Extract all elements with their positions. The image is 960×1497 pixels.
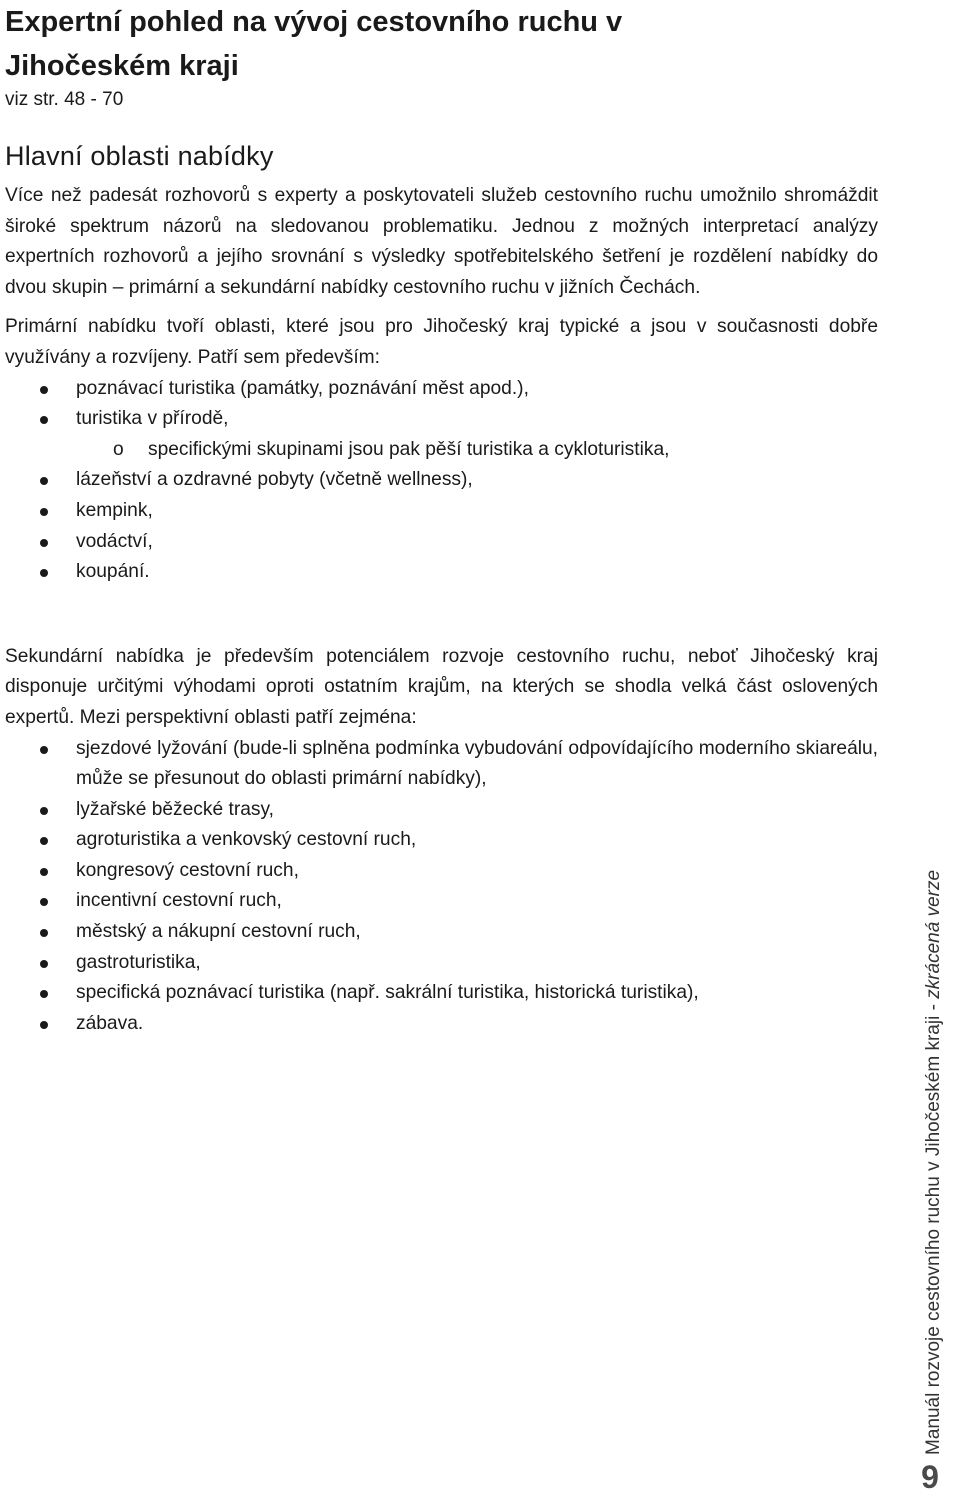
bullet-icon bbox=[40, 898, 48, 906]
document-title-line1: Expertní pohled na vývoj cestovního ruchu v bbox=[5, 6, 623, 38]
bullet-icon bbox=[40, 386, 48, 394]
list-item-text: lyžařské běžecké trasy, bbox=[76, 798, 274, 820]
list-item bbox=[5, 978, 878, 1009]
bullet-icon bbox=[40, 990, 48, 998]
bullet-icon bbox=[40, 477, 48, 485]
list-item bbox=[5, 527, 878, 558]
bullet-icon bbox=[40, 868, 48, 876]
list-item-text: gastroturistika, bbox=[76, 951, 201, 973]
list-item bbox=[5, 374, 878, 405]
list-item-text: agroturistika a venkovský cestovní ruch, bbox=[76, 829, 417, 851]
intro-paragraph: Více než padesát rozhovorů s experty a poskytovateli služeb cestovního ruchu umožnilo shromáždit široké spektrum názorů na sledovanou problematiku. Jednou z možných interpretací analýzy expertních rozhovorů a jejího srovnání s výsledky spotřebitelského šetření je rozdělení nabídky do dvou skupin – primární a sekundární nabídky cestovního ruchu v jižních Čechách. bbox=[5, 185, 878, 298]
primary-paragraph: Primární nabídku tvoří oblasti, které jsou pro Jihočeský kraj typické a jsou v současnosti dobře využívány a rozvíjeny. Patří sem především: bbox=[5, 316, 878, 368]
list-item bbox=[5, 856, 878, 887]
list-item bbox=[5, 825, 878, 856]
document-page bbox=[5, 0, 878, 1039]
bullet-icon bbox=[40, 539, 48, 547]
list-item bbox=[5, 557, 878, 588]
bullet-icon bbox=[40, 416, 48, 424]
list-item-text: lázeňství a ozdravné pobyty (včetně wellness), bbox=[76, 469, 473, 491]
page-reference: viz str. 48 - 70 bbox=[5, 89, 124, 110]
bullet-icon bbox=[40, 569, 48, 577]
sub-bullet-marker: o bbox=[113, 438, 124, 460]
bullet-icon bbox=[40, 746, 48, 754]
list-item-text: vodáctví, bbox=[76, 530, 153, 552]
list-item bbox=[5, 795, 878, 826]
secondary-list bbox=[5, 734, 878, 1040]
sub-list bbox=[76, 435, 878, 466]
bullet-icon bbox=[40, 929, 48, 937]
sub-list-item-text: specifickými skupinami jsou pak pěší turistika a cykloturistika, bbox=[148, 438, 670, 460]
secondary-paragraph: Sekundární nabídka je především potenciálem rozvoje cestovního ruchu, neboť Jihočeský kraj disponuje určitými výhodami oproti ostatním krajům, na kterých se shodla velká část oslovených expertů. Mezi perspektivní oblasti patří zejména: bbox=[5, 645, 878, 728]
list-item-text: turistika v přírodě, bbox=[76, 408, 229, 430]
list-item-text: koupání. bbox=[76, 561, 150, 583]
bullet-icon bbox=[40, 837, 48, 845]
section-heading: Hlavní oblasti nabídky bbox=[5, 141, 274, 171]
bullet-icon bbox=[40, 807, 48, 815]
list-item bbox=[5, 496, 878, 527]
list-item bbox=[5, 886, 878, 917]
list-item bbox=[5, 917, 878, 948]
list-item bbox=[5, 404, 878, 465]
list-item-text: specifická poznávací turistika (např. sakrální turistika, historická turistika), bbox=[76, 982, 699, 1004]
list-item-text: incentivní cestovní ruch, bbox=[76, 890, 282, 912]
list-item bbox=[5, 948, 878, 979]
list-item-text: zábava. bbox=[76, 1012, 144, 1034]
bullet-icon bbox=[40, 508, 48, 516]
list-item-text: sjezdové lyžování (bude-li splněna podmínka vybudování odpovídajícího moderního skiareálu, může se přesunout do oblasti primární nabídky), bbox=[76, 737, 878, 790]
list-item-text: kempink, bbox=[76, 499, 153, 521]
document-title-line2: Jihočeském kraji bbox=[5, 50, 239, 82]
page-number: 9 bbox=[921, 1459, 939, 1495]
list-item-text: kongresový cestovní ruch, bbox=[76, 859, 299, 881]
list-item-text: poznávací turistika (památky, poznávání měst apod.), bbox=[76, 377, 529, 399]
sidebar-manual-title bbox=[922, 815, 946, 1455]
sidebar-manual-title-text: Manuál rozvoje cestovního ruchu v Jihočeském kraji - bbox=[923, 998, 944, 1455]
list-item bbox=[5, 1009, 878, 1040]
sidebar-manual-subtitle: zkrácená verze bbox=[923, 869, 944, 999]
primary-list bbox=[5, 374, 878, 588]
bullet-icon bbox=[40, 1021, 48, 1029]
list-item bbox=[5, 465, 878, 496]
list-item bbox=[5, 734, 878, 795]
document-title bbox=[5, 0, 878, 88]
bullet-icon bbox=[40, 960, 48, 968]
list-item-text: městský a nákupní cestovní ruch, bbox=[76, 921, 361, 943]
sub-list-item bbox=[5, 435, 878, 466]
